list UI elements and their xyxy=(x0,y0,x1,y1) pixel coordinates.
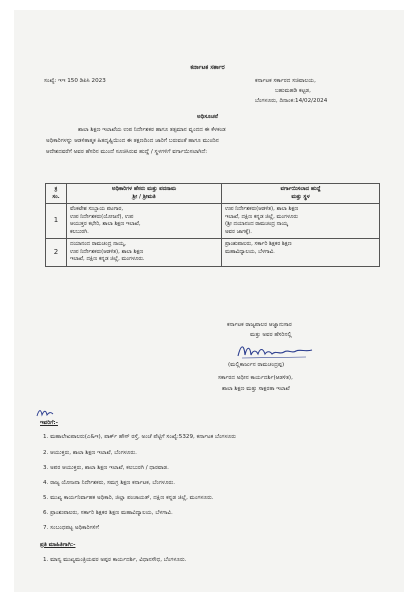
signature-image xyxy=(236,342,316,360)
order-number: ಸಂಖ್ಯೆ: ಇಇ 150 ಡಿಪಿಸಿ 2023 xyxy=(44,78,106,84)
office-line-1: ಕರ್ನಾಟಕ ಸರ್ಕಾರದ ಸಚಿವಾಲಯ, xyxy=(255,78,316,84)
list-item: 6. ಪ್ರಾಂಶುಪಾಲರು, ಸರ್ಕಾರಿ ಶಿಕ್ಷಕರ ಶಿಕ್ಷಣ ಮಹಾವಿದ್ಯಾಲಯ, ಬೆಳಗಾವಿ. xyxy=(43,510,173,516)
list-item: 1. ಮಹಾಲೇಖಪಾಲರು(ಎ&ಇ), ಪಾರ್ಕ್ ಹೌಸ್ ರಸ್ತೆ, ಅಂಚೆ ಪೆಟ್ಟಿಗೆ ಸಂಖ್ಯೆ:5329, ಕರ್ನಾಟಕ ಬೆಂಗಳೂರು xyxy=(43,434,236,440)
row-sl: 2 xyxy=(46,239,67,267)
office-line-2: ಬಹುಮಹಡಿ ಕಟ್ಟಡ, xyxy=(275,88,311,94)
notification-body-line: ಶಾಲಾ ಶಿಕ್ಷಣ ಇಲಾಖೆಯ ಉಪ ನಿರ್ದೇಶಕರ ಹಾಗೂ ತತ್ಸಮಾನ ವೃಂದದ ಈ ಕೆಳಕಂಡ xyxy=(78,127,226,133)
row-officer: ವೆಂಕಟೇಶ ಸುಬ್ಬಾಯ ಪಟಗಾರ, ಉಪ ನಿರ್ದೇಶಕರು(ಯೋಜನೆ), ಉಪ ಆಯುಕ್ತರ ಕಛೇರಿ, ಶಾಲಾ ಶಿಕ್ಷಣ ಇಲಾಖೆ, ಕಲಬುರಗಿ. xyxy=(67,204,222,239)
row-sl: 1 xyxy=(46,204,67,239)
closing-line-1: ಕರ್ನಾಟಕ ರಾಜ್ಯಪಾಲರ ಆಜ್ಞಾನುಸಾರ xyxy=(227,322,292,328)
signer-name: (ಮಲ್ಲಿಕಾರ್ಜುನ ರಾಮಚಂದ್ರಪ್ಪ) xyxy=(228,362,285,368)
table-header-row xyxy=(46,184,380,204)
list-item: 5. ಮುಖ್ಯ ಕಾರ್ಯನಿರ್ವಾಹಕ ಅಧಿಕಾರಿ, ಜಿಲ್ಲಾ ಪಂಚಾಯತ್, ದಕ್ಷಿಣ ಕನ್ನಡ ಜಿಲ್ಲೆ, ಮಂಗಳೂರು. xyxy=(43,495,214,501)
row-posting: ಉಪ ನಿರ್ದೇಶಕರು(ಆಡಳಿತ), ಶಾಲಾ ಶಿಕ್ಷಣ ಇಲಾಖೆ, ದಕ್ಷಿಣ ಕನ್ನಡ ಜಿಲ್ಲೆ, ಮಂಗಳೂರು (ಶ್ರೀ ದಯಾನಂದ ರಾಮಚಂದ್ರ ನಾಯ್ಕ ಅವರ ಜಾಗಕ್ಕೆ). xyxy=(222,204,380,239)
list-item: 2. ಆಯುಕ್ತರು, ಶಾಲಾ ಶಿಕ್ಷಣ ಇಲಾಖೆ, ಬೆಂಗಳೂರು. xyxy=(43,450,137,456)
header-officer: ಅಧಿಕಾರಿಗಳ ಹೆಸರು ಮತ್ತು ಪದನಾಮ ಶ್ರೀ / ಶ್ರೀಮತಿ xyxy=(67,184,222,204)
closing-line-2: ಮತ್ತು ಅವರ ಹೆಸರಿನಲ್ಲಿ xyxy=(250,332,292,338)
row-officer: ದಯಾನಂದ ರಾಮಚಂದ್ರ ನಾಯ್ಕ, ಉಪ ನಿರ್ದೇಶಕರು(ಆಡಳಿತ), ಶಾಲಾ ಶಿಕ್ಷಣ ಇಲಾಖೆ, ದಕ್ಷಿಣ ಕನ್ನಡ ಜಿಲ್ಲೆ, ಮಂಗಳೂರು. xyxy=(67,239,222,267)
document-page xyxy=(14,10,404,592)
table-row xyxy=(46,204,380,239)
govt-title: ಕರ್ನಾಟಕ ಸರ್ಕಾರ xyxy=(190,64,225,71)
signer-designation-1: ಸರ್ಕಾರದ ಅಧೀನ ಕಾರ್ಯದರ್ಶಿ(ಆಡಳಿತ), xyxy=(218,375,293,381)
transfer-table xyxy=(45,183,380,267)
header-posting: ವರ್ಗಾಯಿಸಲಾದ ಹುದ್ದೆ ಮತ್ತು ಸ್ಥಳ xyxy=(222,184,380,204)
copy-list-item: 1. ಮಾನ್ಯ ಮುಖ್ಯಮಂತ್ರಿಯವರ ಅಪ್ಪರ ಕಾರ್ಯದರ್ಶಿ, ವಿಧಾನಸೌಧ, ಬೆಂಗಳೂರು. xyxy=(43,557,187,563)
table-row xyxy=(46,239,380,267)
notification-body-line: ಆದೇಶದವರೆಗೆ ಅವರ ಹೆಸರಿನ ಮುಂದೆ ಸೂಚಿಸಿರುವ ಹುದ್ದೆ / ಸ್ಥಳಗಳಿಗೆ ವರ್ಗಾಯಿಸಲಾಗಿದೆ: xyxy=(46,149,208,155)
copy-heading: ಪ್ರತಿ ಮಾಹಿತಿಗಾಗಿ:- xyxy=(40,542,76,548)
list-item: 4. ರಾಜ್ಯ ಯೋಜನಾ ನಿರ್ದೇಶಕರು, ಸಮಗ್ರ ಶಿಕ್ಷಣ ಕರ್ನಾಟಕ, ಬೆಂಗಳೂರು. xyxy=(43,480,176,486)
header-sl: ಕ್ರ ಸಂ. xyxy=(46,184,67,204)
notification-title: ಅಧಿಸೂಚನೆ xyxy=(197,114,218,120)
place-date: ಬೆಂಗಳೂರು, ದಿನಾಂಕ:14/02/2024 xyxy=(255,98,328,104)
initials-mark xyxy=(36,408,54,418)
signer-designation-2: ಶಾಲಾ ಶಿಕ್ಷಣ ಮತ್ತು ಸಾಕ್ಷರತಾ ಇಲಾಖೆ xyxy=(222,386,290,392)
distribution-heading: ಇವರಿಗೆ:- xyxy=(40,420,58,426)
row-posting: ಪ್ರಾಂಶುಪಾಲರು, ಸರ್ಕಾರಿ ಶಿಕ್ಷಕರ ಶಿಕ್ಷಣ ಮಹಾವಿದ್ಯಾಲಯ, ಬೆಳಗಾವಿ. xyxy=(222,239,380,267)
notification-body-line: ಅಧಿಕಾರಿಗಳನ್ನು ಆಡಳಿತಾತ್ಮಕ ಹಿತದೃಷ್ಟಿಯಿಂದ ಈ ತಕ್ಷಣದಿಂದ ಜಾರಿಗೆ ಬರುವಂತೆ ಹಾಗೂ ಮುಂದಿನ xyxy=(46,138,219,144)
list-item: 3. ಅಪರ ಆಯುಕ್ತರು, ಶಾಲಾ ಶಿಕ್ಷಣ ಇಲಾಖೆ, ಕಲಬುರಗಿ / ಧಾರವಾಡ. xyxy=(43,465,169,471)
list-item: 7. ಸಂಬಂಧಪಟ್ಟ ಅಧಿಕಾರಿಗಳಿಗೆ xyxy=(43,525,99,531)
